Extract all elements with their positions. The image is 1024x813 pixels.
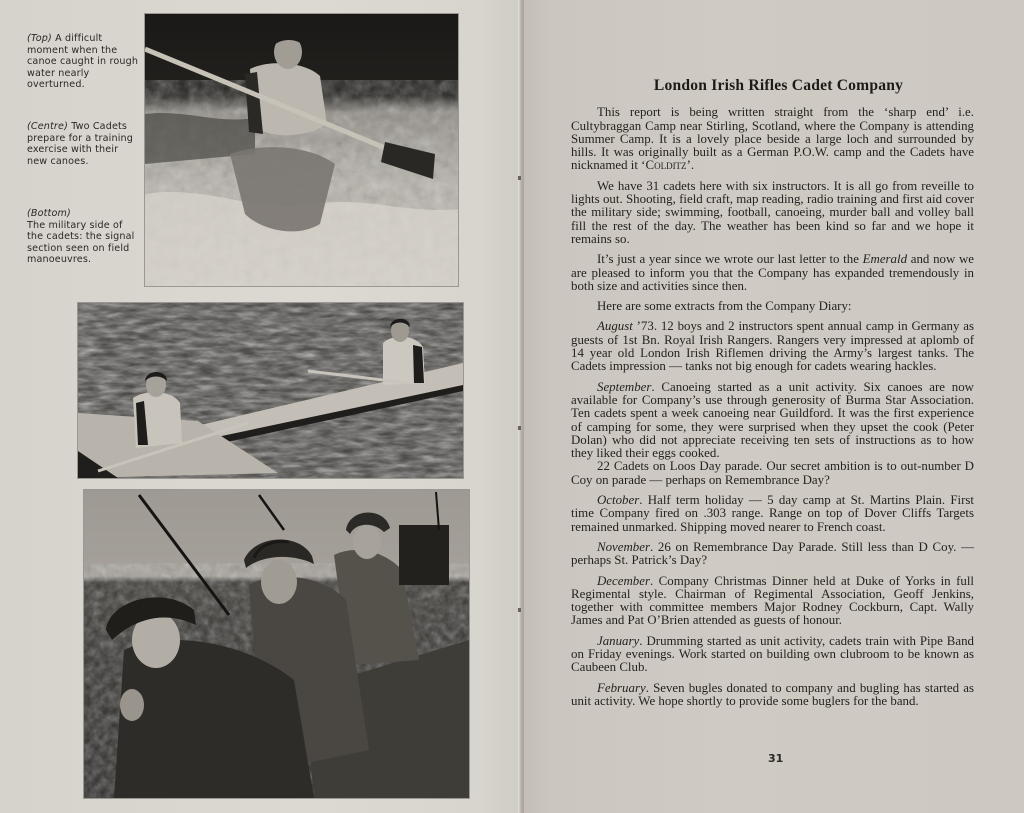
cadets-canoes-image — [78, 303, 463, 478]
diary-month: January — [597, 633, 640, 648]
diary-month: November — [597, 539, 650, 554]
diary-lead: . — [639, 493, 643, 508]
diary-entry — [571, 682, 974, 709]
diary-lead: . — [649, 573, 654, 588]
photo-canoe-rough-water — [145, 14, 458, 286]
diary-entry — [571, 494, 974, 534]
diary-lead: . — [645, 680, 649, 695]
diary-lead: . — [651, 379, 655, 394]
diary-entry — [571, 381, 974, 461]
diary-text: Canoeing started as a unit activity. Six canoes are now available for Company’s use through generosity of Burma Star Association. Ten cadets spent a week canoeing near Guildford. It was the first experience of camping for some, they were surprised when they upset the cook (Peter Dolan) who did not appreciate receiving ten sets of instructions as to how they liked their eggs cooked. — [571, 379, 974, 461]
diary-lead: . — [639, 633, 643, 648]
caption-text: A difficult moment when the canoe caught in rough water nearly overturned. — [27, 33, 139, 91]
paragraph-text: and now we are pleased to inform you that the Company has expanded tremendously in both size and activities since then. — [571, 252, 974, 293]
caption-text: The military side of the cadets: the signal section seen on field manoeuvres. — [27, 219, 135, 266]
nickname-text: Colditz — [645, 158, 687, 173]
intro-paragraph — [571, 253, 974, 293]
spine-mark — [518, 176, 521, 180]
diary-entry — [571, 635, 974, 675]
article-intro — [571, 106, 974, 313]
paragraph-text: This report is being written straight from the ‘sharp end’ i.e. Cultybraggan Camp near Stirling, Scotland, where the Company is attending Summer Camp. It is a lovely place beside a large loch and surrounded by hills. It was originally built as a German P.O.W. camp and the Cadets have nicknamed it ‘ — [571, 105, 974, 173]
diary-lead: . — [649, 539, 654, 554]
caption-position: (Top) — [27, 33, 52, 44]
diary-text: 26 on Remembrance Day Parade. Still less than D Coy. — perhaps St. Patrick’s Day? — [571, 539, 974, 568]
caption-position: (Bottom) — [27, 208, 71, 219]
diary-month: February — [597, 680, 646, 695]
canoe-rough-water-image — [145, 14, 458, 286]
caption-top — [27, 33, 139, 91]
diary-entry — [571, 541, 974, 568]
page-number: 31 — [768, 752, 784, 765]
diary-text: Drumming started as unit activity, cadets train with Pipe Band on Friday evenings. Work started on building own clubroom to be known as Caubeen Club. — [571, 633, 974, 675]
diary-lead: ’73. — [632, 319, 658, 334]
diary-month: August — [597, 319, 633, 334]
paragraph-text: We have 31 cadets here with six instructors. It is all go from reveille to lights out. Shooting, field craft, map reading, radio training and first aid cover the military side; swimming, football, canoeing, murder ball and volley ball fill the rest of the day. The weather has been kind so far and we hope it remains so. — [571, 178, 974, 246]
diary-text: Half term holiday — 5 day camp at St. Martins Plain. First time Company fired on .303 range. Range on top of Dover Cliffs Targets remained unmarked. Shipping moved nearer to French coast. — [571, 493, 974, 534]
photo-signal-section — [84, 490, 469, 798]
signal-section-image — [84, 490, 469, 798]
company-diary — [571, 320, 974, 708]
book-gutter — [518, 0, 524, 813]
spine-mark — [518, 608, 521, 612]
diary-text: 12 boys and 2 instructors spent annual camp in Germany as guests of 1st Bn. Royal Irish Rangers. Rangers very impressed at aplomb of 14 year old London Irish Riflemen driving the Army’s largest tanks. The Cadets impression — tanks not big enough for cadets wearing hackles. — [571, 319, 974, 374]
diary-entry — [571, 575, 974, 628]
diary-month: September — [597, 379, 652, 394]
caption-bottom — [27, 208, 139, 266]
diary-entry — [571, 320, 974, 373]
publication-name: Emerald — [862, 252, 908, 267]
article — [571, 79, 974, 715]
photo-cadets-canoes — [78, 303, 463, 478]
diary-text: Company Christmas Dinner held at Duke of Yorks in full Regimental style. Chairman of Regimental Association, Geoff Jenkins, together with committee members Major Rodney Cockburn, Capt. Wally James and Pat O’Brien attended as guests of honour. — [571, 573, 974, 628]
paragraph-text: It’s just a year since we wrote our last letter to the — [597, 252, 863, 267]
diary-month: October — [597, 493, 640, 508]
paragraph-text: Here are some extracts from the Company Diary: — [597, 299, 852, 314]
spine-mark — [518, 426, 521, 430]
diary-continuation: 22 Cadets on Loos Day parade. Our secret ambition is to out-number D Coy on parade — perhaps on Remembrance Day? — [571, 459, 974, 487]
intro-paragraph — [571, 300, 974, 313]
caption-centre — [27, 121, 139, 167]
article-title: London Irish Rifles Cadet Company — [653, 77, 904, 94]
caption-position: (Centre) — [27, 121, 68, 132]
paragraph-text: ’. — [686, 158, 695, 173]
caption-text: Two Cadets prepare for a training exercise with their new canoes. — [27, 121, 134, 167]
diary-text: Seven bugles donated to company and bugling has started as unit activity. We hope shortly to provide some buglers for the band. — [571, 680, 974, 708]
intro-paragraph — [571, 106, 974, 172]
diary-month: December — [597, 573, 650, 588]
intro-paragraph — [571, 180, 974, 246]
